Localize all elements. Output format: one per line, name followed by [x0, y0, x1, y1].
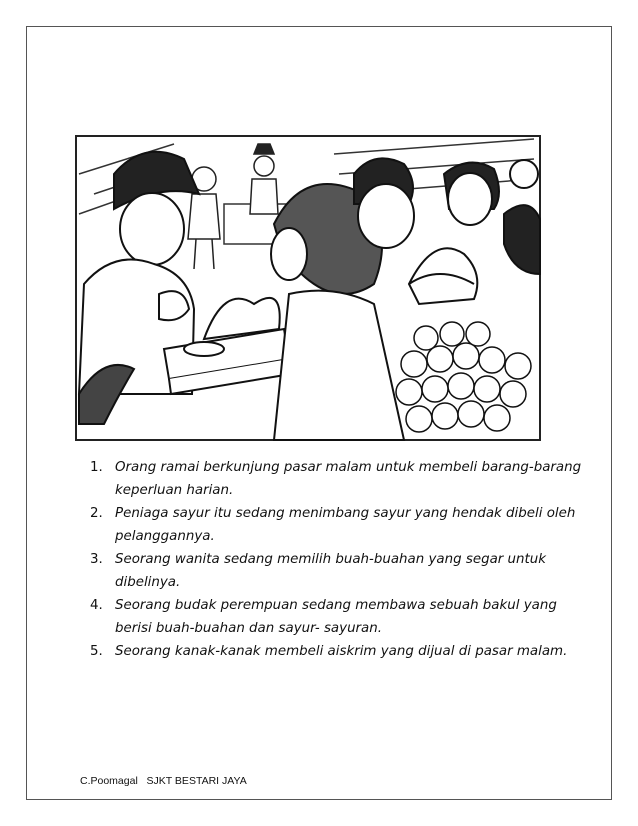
- statement-text: Seorang budak perempuan sedang membawa sebuah bakul yang berisi buah-buahan dan sayur- sayuran.: [115, 598, 557, 636]
- night-market-illustration: [74, 134, 542, 442]
- statement-text: Orang ramai berkunjung pasar malam untuk membeli barang-barang keperluan harian.: [115, 460, 582, 498]
- statement-item: [90, 548, 590, 594]
- page-footer: C.Poomagal SJKT BESTARI JAYA: [80, 775, 247, 787]
- statement-number: 2.: [90, 506, 103, 521]
- statement-item: [90, 594, 590, 640]
- statement-number: 1.: [90, 460, 103, 475]
- statement-list: [90, 456, 590, 663]
- statement-number: 3.: [90, 552, 103, 567]
- statement-item: [90, 502, 590, 548]
- statement-text: Seorang wanita sedang memilih buah-buahan yang segar untuk dibelinya.: [115, 552, 547, 590]
- statement-item: [90, 640, 590, 663]
- statement-text: Seorang kanak-kanak membeli aiskrim yang dijual di pasar malam.: [115, 644, 568, 659]
- statement-item: [90, 456, 590, 502]
- statement-number: 4.: [90, 598, 103, 613]
- statement-number: 5.: [90, 644, 103, 659]
- statement-text: Peniaga sayur itu sedang menimbang sayur yang hendak dibeli oleh pelanggannya.: [115, 506, 576, 544]
